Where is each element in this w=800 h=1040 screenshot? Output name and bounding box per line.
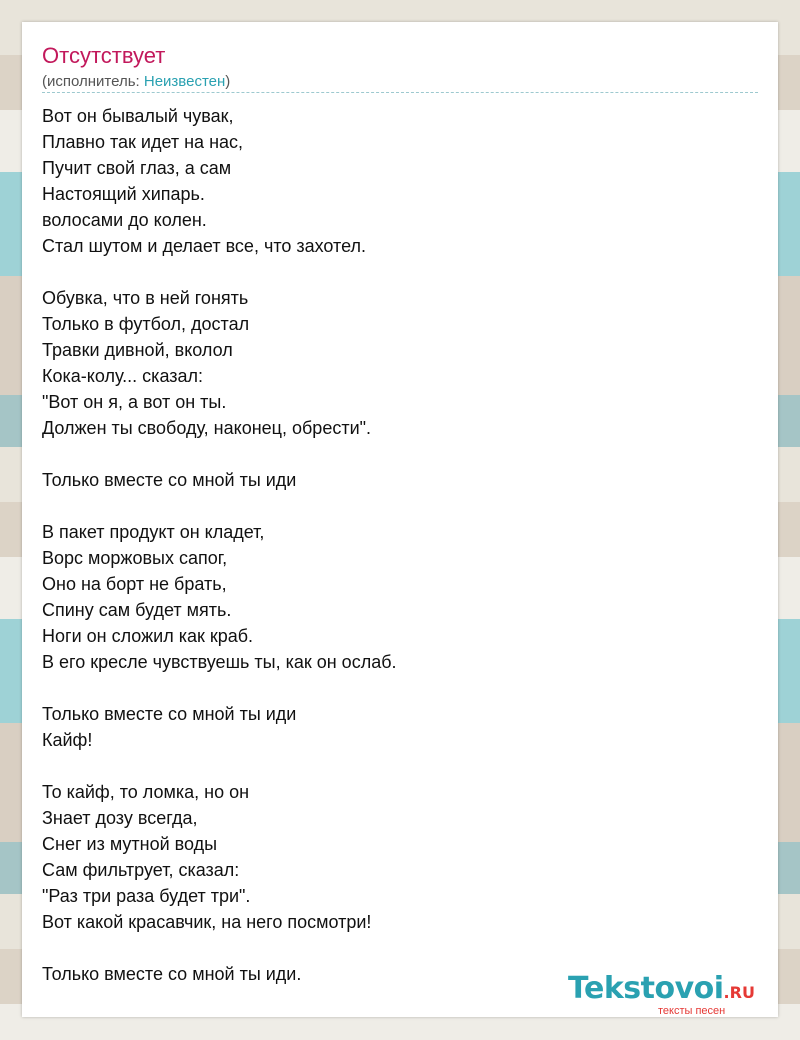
lyric-blank-line [42,493,758,519]
logo-name: Tekstovoi [568,971,724,1006]
artist-line [42,72,230,92]
lyric-blank-line [42,259,758,285]
artist-link[interactable]: Неизвестен [143,73,226,90]
lyric-line: Сам фильтрует, сказал: [42,860,240,880]
lyric-line: Спину сам будет мять. [42,600,232,620]
lyrics-card [22,22,778,1017]
lyric-line: То кайф, то ломка, но он [42,782,250,802]
lyric-line: Знает дозу всегда, [42,808,198,828]
lyric-line: Кайф! [42,730,93,750]
lyric-line: Снег из мутной воды [42,834,218,854]
lyric-line: Только в футбол, достал [42,314,250,334]
lyric-line: Пучит свой глаз, а сам [42,158,232,178]
logo-domain: .RU [723,983,755,1002]
song-title: Отсутствует [42,43,166,68]
lyric-blank-line [42,441,758,467]
lyric-line: Должен ты свободу, наконец, обрести". [42,418,372,438]
lyric-line: Настоящий хипарь. [42,184,205,204]
lyric-line: Ворс моржовых сапог, [42,548,228,568]
lyric-line: "Вот он я, а вот он ты. [42,392,227,412]
lyric-line: Стал шутом и делает все, что захотел. [42,236,367,256]
lyric-line: Ноги он сложил как краб. [42,626,254,646]
lyric-line: Вот он бывалый чувак, [42,106,234,126]
lyric-line: Только вместе со мной ты иди [42,470,297,490]
lyric-line: Оно на борт не брать, [42,574,227,594]
site-logo[interactable] [568,972,778,1020]
lyric-line: Травки дивной, вколол [42,340,233,360]
lyric-line: Обувка, что в ней гонять [42,288,249,308]
lyric-line: волосами до колен. [42,210,207,230]
lyric-line: Только вместе со мной ты иди [42,704,297,724]
lyric-blank-line [42,935,758,961]
lyric-blank-line [42,675,758,701]
lyric-line: Кока-колу... сказал: [42,366,204,386]
artist-prefix: (исполнитель: [42,73,144,90]
logo-tagline: тексты песен [658,1005,726,1017]
lyric-line: "Раз три раза будет три". [42,886,251,906]
lyric-line: Вот какой красавчик, на него посмотри! [42,912,372,932]
artist-suffix: ) [225,73,231,90]
lyric-line: В его кресле чувствуешь ты, как он ослаб. [42,652,397,672]
lyric-blank-line [42,753,758,779]
lyric-line: Только вместе со мной ты иди. [42,964,302,984]
lyric-line: В пакет продукт он кладет, [42,522,265,542]
lyric-line: Плавно так идет на нас, [42,132,244,152]
lyrics-body [42,103,758,987]
title-divider [42,92,758,93]
